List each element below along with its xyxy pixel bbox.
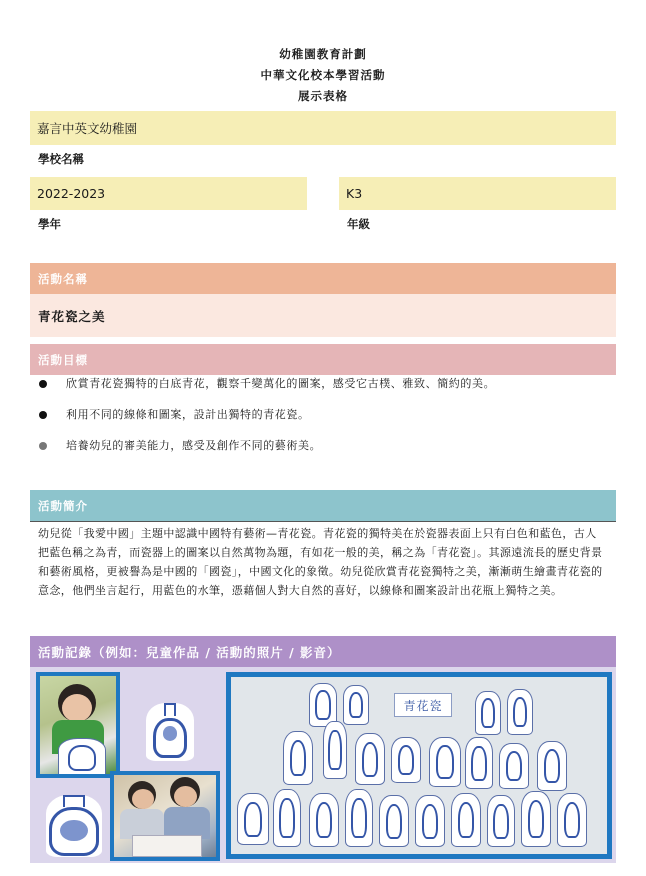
vase-illustration-2 [46,795,102,857]
list-item: 培養幼兒的審美能力，感受及創作不同的藝術美。 [36,438,616,454]
objectives-list [36,376,616,469]
objectives-heading: 活動目標 [30,344,616,375]
display-title-card: 青花瓷 [394,693,452,717]
grade-field: K3 [339,177,616,210]
list-item: 欣賞青花瓷獨特的白底青花，觀察千變萬化的圖案，感受它古樸、雅致、簡約的美。 [36,376,616,392]
children-working-photo [110,771,220,861]
intro-heading: 活動簡介 [30,490,616,521]
child-drawing-photo [36,672,120,778]
school-name-label: 學校名稱 [38,152,84,166]
records-heading: 活動記錄（例如：兒童作品 / 活動的照片 / 影音） [30,636,616,667]
bullet-icon [39,380,47,388]
document-header [0,44,646,107]
school-year-label: 學年 [38,217,61,231]
grade-label: 年級 [347,217,370,231]
bullet-icon [39,411,47,419]
header-line-1: 幼稚園教育計劃 [279,47,367,61]
vase-artwork-display-photo [226,672,612,859]
vase-illustration-1 [146,703,194,761]
list-item: 利用不同的線條和圖案，設計出獨特的青花瓷。 [36,407,616,423]
intro-text: 幼兒從「我愛中國」主題中認識中國特有藝術—青花瓷。青花瓷的獨特美在於瓷器表面上只有白色和藍色，古人把藍色稱之為青，而瓷器上的圖案以自然萬物為題，有如花一般的美，稱之為「青花瓷」。其源遠流長的歷史背景和藝術風格，更被譽為是中國的「國瓷」，中國文化的象徵。幼兒從欣賞青花瓷獨特之美，漸漸萌生繪畫青花瓷的意念，他們坐言起行，用藍色的水筆，憑藉個人對大自然的喜好，以線條和圖案設計出花瓶上獨特之美。 [38,527,603,597]
activity-name-value: 青花瓷之美 [30,294,616,337]
school-year-field: 2022-2023 [30,177,307,210]
header-line-2: 中華文化校本學習活動 [260,68,386,82]
bullet-icon [39,442,47,450]
divider [30,521,616,522]
header-line-3: 展示表格 [298,89,348,103]
activity-name-heading: 活動名稱 [30,263,616,294]
school-name-field: 嘉言中英文幼稚園 [30,111,616,145]
activity-photo-area [30,667,616,863]
